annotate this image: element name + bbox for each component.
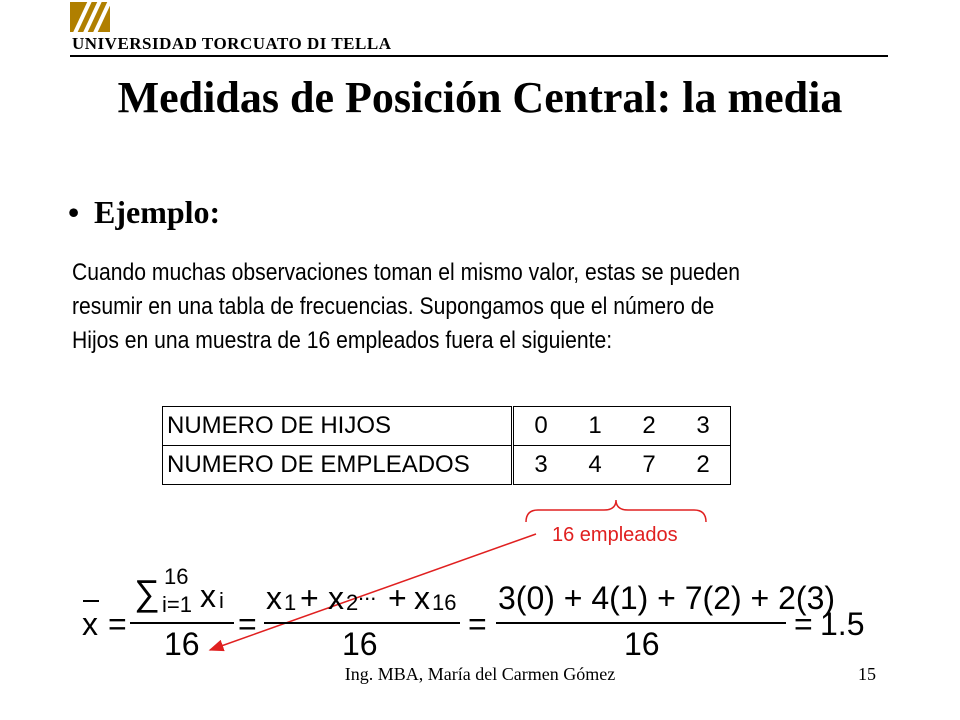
table-cell: 2 [676, 446, 731, 485]
ellipsis: ... [358, 580, 377, 605]
sigma-icon: ∑ [134, 572, 160, 613]
slide-title: Medidas de Posición Central: la media [117, 73, 843, 122]
university-name: UNIVERSIDAD TORCUATO DI TELLA [72, 34, 392, 53]
footer-author: Ing. MBA, María del Carmen Gómez [344, 664, 616, 684]
paragraph-line: resumir en una tabla de frecuencias. Supongamos que el número de [72, 293, 715, 320]
mean-formula [70, 564, 930, 668]
overbar [83, 600, 99, 602]
sum-lower: i=1 [162, 592, 192, 617]
numerator-sub: 2 [346, 590, 359, 615]
table-cell: 3 [513, 446, 569, 485]
numerator-term: x [266, 580, 282, 616]
numerator-expression: 3(0) + 4(1) + 7(2) + 2(3) [498, 580, 836, 616]
sum-var-sub: i [219, 588, 224, 613]
table-cell: 1 [588, 412, 602, 439]
annotation-label: 16 empleados [552, 524, 678, 546]
table-cell: 7 [622, 446, 676, 485]
sum-var: x [200, 578, 216, 614]
numerator-sub: 1 [284, 590, 297, 615]
fraction-bar [264, 622, 460, 624]
equals-sign: = [238, 606, 257, 642]
paragraph-line: Hijos en una muestra de 16 empleados fuera el siguiente: [72, 327, 613, 354]
paragraph-line: Cuando muchas observaciones toman el mismo valor, estas se pueden [72, 259, 741, 286]
fraction-bar [496, 622, 786, 624]
equals-sign: = [108, 606, 127, 642]
equals-sign: = [468, 606, 487, 642]
equals-sign: = [794, 606, 813, 642]
denominator: 16 [624, 626, 660, 662]
page-number: 15 [858, 664, 876, 684]
numerator-term: x [414, 580, 430, 616]
xbar-symbol: x [82, 606, 98, 642]
plus-sign: + [300, 580, 319, 616]
bullet-text: Ejemplo: [94, 194, 221, 230]
bullet-icon: • [68, 194, 80, 230]
table-cell: 0 [534, 412, 548, 439]
row-label: NUMERO DE EMPLEADOS [163, 446, 513, 485]
row-label: NUMERO DE HIJOS [163, 407, 513, 446]
table-cell: 2 [642, 412, 656, 439]
numerator-sub: 16 [432, 590, 457, 615]
table-cell: 3 [696, 412, 710, 439]
plus-sign: + [388, 580, 407, 616]
result-value: 1.5 [820, 606, 865, 642]
sum-upper: 16 [164, 564, 189, 589]
denominator: 16 [342, 626, 378, 662]
table-cell: 4 [568, 446, 622, 485]
fraction-bar [130, 622, 234, 624]
denominator: 16 [164, 626, 200, 662]
numerator-term: x [328, 580, 344, 616]
